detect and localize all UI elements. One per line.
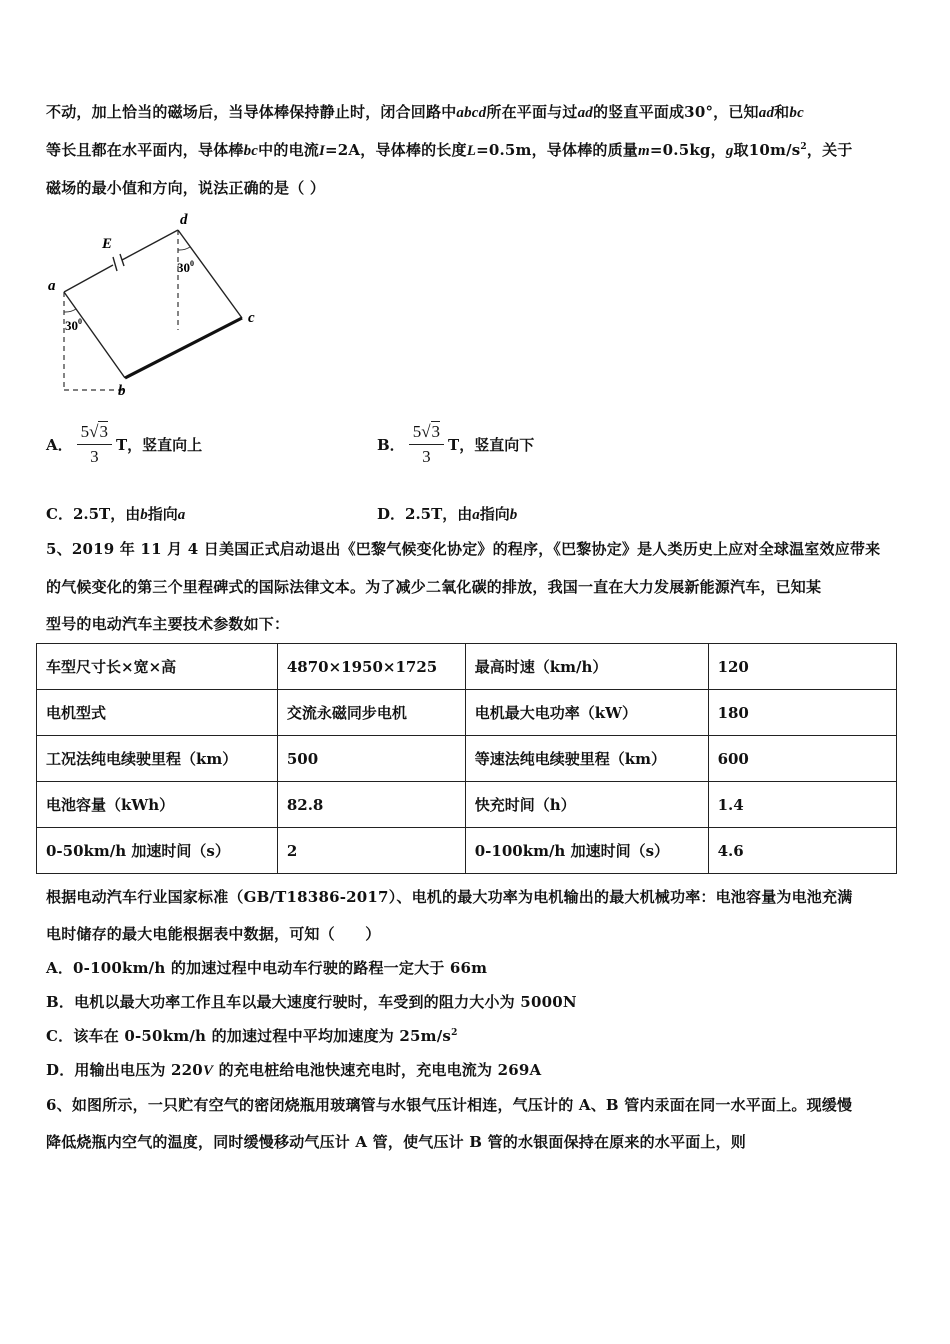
table-row <box>37 782 897 828</box>
q4-option-c[interactable]: C．2.5T，由b指向a <box>46 505 186 523</box>
table-cell: 180 <box>708 690 896 736</box>
table-cell: 等速法纯电续驶里程（km） <box>465 736 708 782</box>
table-cell: 1.4 <box>708 782 896 828</box>
table-cell: 500 <box>277 736 465 782</box>
table-cell: 最高时速（km/h） <box>465 644 708 690</box>
table-cell: 电机最大电功率（kW） <box>465 690 708 736</box>
q4-stem-line-3: 磁场的最小值和方向，说法正确的是（ ） <box>46 179 326 197</box>
q5-after-line-2: 电时储存的最大电能根据表中数据，可知（ ） <box>46 925 381 943</box>
label-c: c <box>248 310 255 326</box>
q5-option-b[interactable]: B．电机以最大功率工作且车以最大速度行驶时，车受到的阻力大小为 5000N <box>46 993 577 1011</box>
q4-circuit-figure <box>40 206 270 396</box>
label-E: E <box>102 236 113 252</box>
q5-spec-table <box>36 643 897 874</box>
table-cell: 工况法纯电续驶里程（km） <box>37 736 278 782</box>
q5-after-line-1: 根据电动汽车行业国家标准（GB/T18386-2017）、电机的最大功率为电机输出的最大机械功率：电池容量为电池充满 <box>46 888 853 906</box>
q4-option-b[interactable]: B． $\frac{5√3}{3}$ T，竖直向下 <box>377 422 535 466</box>
table-cell: 车型尺寸长×宽×高 <box>37 644 278 690</box>
q4-option-b-fraction: $\frac{5√3}{3}$ <box>409 422 444 467</box>
table-cell: 0-50km/h 加速时间（s） <box>37 828 278 874</box>
table-row <box>37 644 897 690</box>
table-cell: 快充时间（h） <box>465 782 708 828</box>
table-cell: 电机型式 <box>37 690 278 736</box>
q4-stem-line-1: 不动，加上恰当的磁场后，当导体棒保持静止时，闭合回路中abcd所在平面与过ad的竖直平面成30°，已知ad和bc <box>46 103 804 121</box>
label-d: d <box>180 212 188 228</box>
q5-option-a[interactable]: A．0-100km/h 的加速过程中电动车行驶的路程一定大于 66m <box>46 959 488 977</box>
q5-stem-line-2: 的气候变化的第三个里程碑式的国际法律文本。为了减少二氧化碳的排放，我国一直在大力发展新能源汽车，已知某 <box>46 578 822 596</box>
table-cell: 交流永磁同步电机 <box>277 690 465 736</box>
table-cell: 120 <box>708 644 896 690</box>
angle-label-d: $30^0$ <box>177 259 194 275</box>
q5-stem-line-3: 型号的电动汽车主要技术参数如下： <box>46 615 290 633</box>
q4-option-a-fraction: $\frac{5√3}{3}$ <box>77 422 112 467</box>
table-cell: 2 <box>277 828 465 874</box>
table-cell: 600 <box>708 736 896 782</box>
table-row <box>37 690 897 736</box>
q6-stem-line-2: 降低烧瓶内空气的温度，同时缓慢移动气压计 A 管，使气压计 B 管的水银面保持在原来的水平面上，则 <box>46 1133 747 1151</box>
table-cell: 电池容量（kWh） <box>37 782 278 828</box>
table-cell: 82.8 <box>277 782 465 828</box>
table-row <box>37 828 897 874</box>
q4-option-d[interactable]: D．2.5T，由a指向b <box>377 505 518 523</box>
table-row <box>37 736 897 782</box>
q5-option-d[interactable]: D．用输出电压为 220V 的充电桩给电池快速充电时，充电电流为 269A <box>46 1061 542 1079</box>
table-cell: 0-100km/h 加速时间（s） <box>465 828 708 874</box>
q4-option-a[interactable]: A． $\frac{5√3}{3}$ T，竖直向上 <box>46 422 203 466</box>
q6-stem-line-1: 6、如图所示，一只贮有空气的密闭烧瓶用玻璃管与水银气压计相连，气压计的 A、B 管内汞面在同一水平面上。现缓慢 <box>46 1096 853 1114</box>
angle-label-a: $30^0$ <box>65 317 82 333</box>
table-cell: 4.6 <box>708 828 896 874</box>
q5-option-c[interactable]: C．该车在 0-50km/h 的加速过程中平均加速度为 $25m/s^2$ <box>46 1027 458 1045</box>
q5-stem-line-1: 5、2019 年 11 月 4 日美国正式启动退出《巴黎气候变化协定》的程序，《巴黎协定》是人类历史上应对全球温室效应带来 <box>46 540 881 558</box>
q4-stem-line-2: 等长且都在水平面内，导体棒bc中的电流I=2A，导体棒的长度L=0.5m，导体棒的质量m=0.5kg，g取$10m/s^2$，关于 <box>46 141 853 159</box>
table-cell: 4870×1950×1725 <box>277 644 465 690</box>
label-b: b <box>118 383 126 396</box>
label-a: a <box>48 278 56 294</box>
